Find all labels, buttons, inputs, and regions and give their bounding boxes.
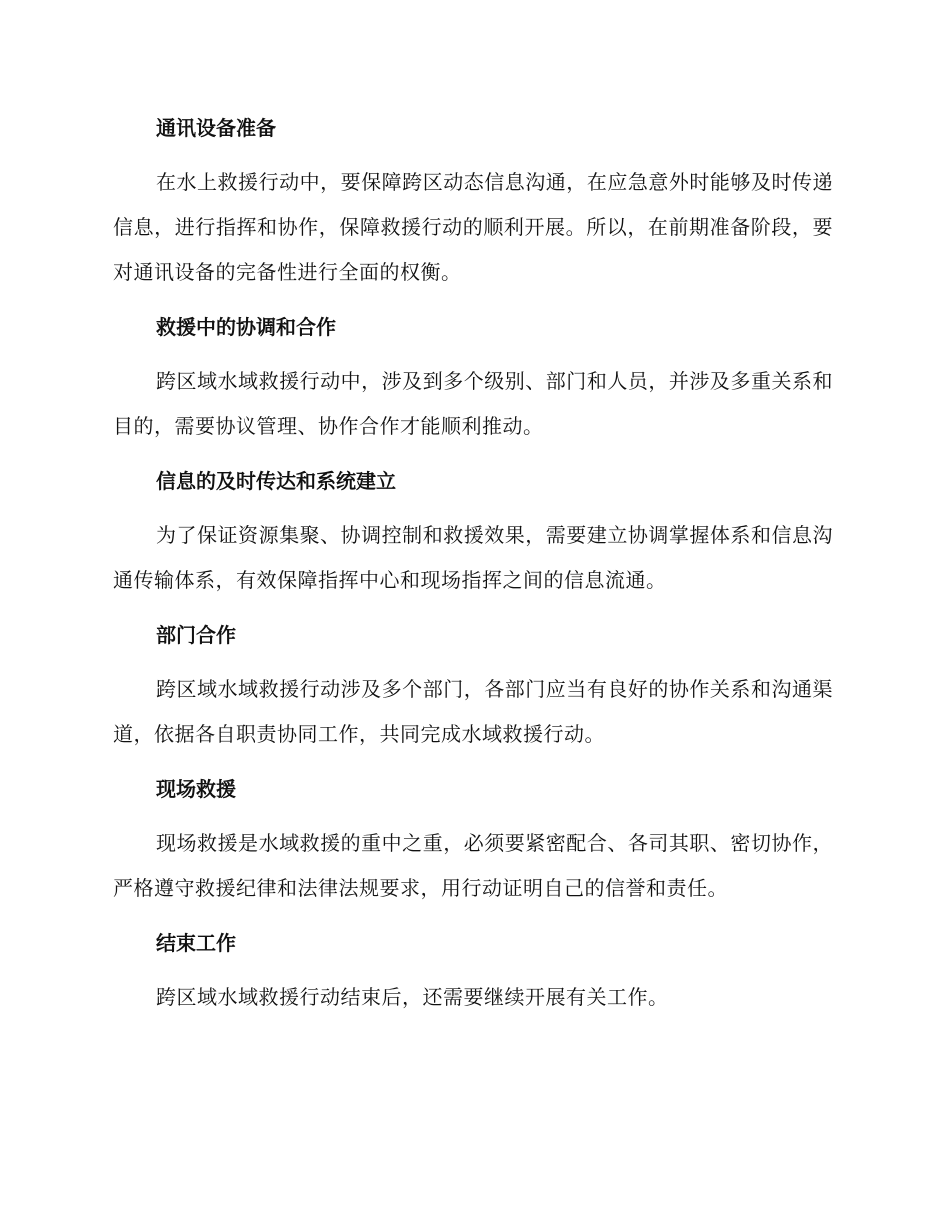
section-coordination	[113, 309, 833, 449]
section-paragraph: 在水上救援行动中，要保障跨区动态信息沟通，在应急意外时能够及时传递信息，进行指挥和协作，保障救援行动的顺利开展。所以，在前期准备阶段，要对通讯设备的完备性进行全面的权衡。	[113, 170, 833, 284]
document-content	[113, 110, 833, 1034]
section-heading: 救援中的协调和合作	[156, 315, 336, 339]
section-department-cooperation	[113, 617, 833, 757]
section-paragraph: 跨区域水域救援行动结束后，还需要继续开展有关工作。	[156, 985, 669, 1009]
section-paragraph: 跨区域水域救援行动中，涉及到多个级别、部门和人员，并涉及多重关系和目的，需要协议管理、协作合作才能顺利推动。	[113, 369, 833, 438]
section-communication-equipment	[113, 110, 833, 295]
section-heading: 通讯设备准备	[156, 116, 276, 140]
section-paragraph: 为了保证资源集聚、协调控制和救援效果，需要建立协调掌握体系和信息沟通传输体系，有效保障指挥中心和现场指挥之间的信息流通。	[113, 523, 833, 592]
section-closing-work	[113, 925, 833, 1020]
section-heading: 部门合作	[156, 623, 236, 647]
section-onsite-rescue	[113, 771, 833, 911]
section-heading: 现场救援	[156, 777, 236, 801]
section-information-system	[113, 463, 833, 603]
section-paragraph: 现场救援是水域救援的重中之重，必须要紧密配合、各司其职、密切协作，严格遵守救援纪律和法律法规要求，用行动证明自己的信誉和责任。	[113, 831, 833, 900]
section-heading: 信息的及时传达和系统建立	[156, 469, 396, 493]
section-paragraph: 跨区域水域救援行动涉及多个部门，各部门应当有良好的协作关系和沟通渠道，依据各自职责协同工作，共同完成水域救援行动。	[113, 677, 833, 746]
section-heading: 结束工作	[156, 931, 236, 955]
